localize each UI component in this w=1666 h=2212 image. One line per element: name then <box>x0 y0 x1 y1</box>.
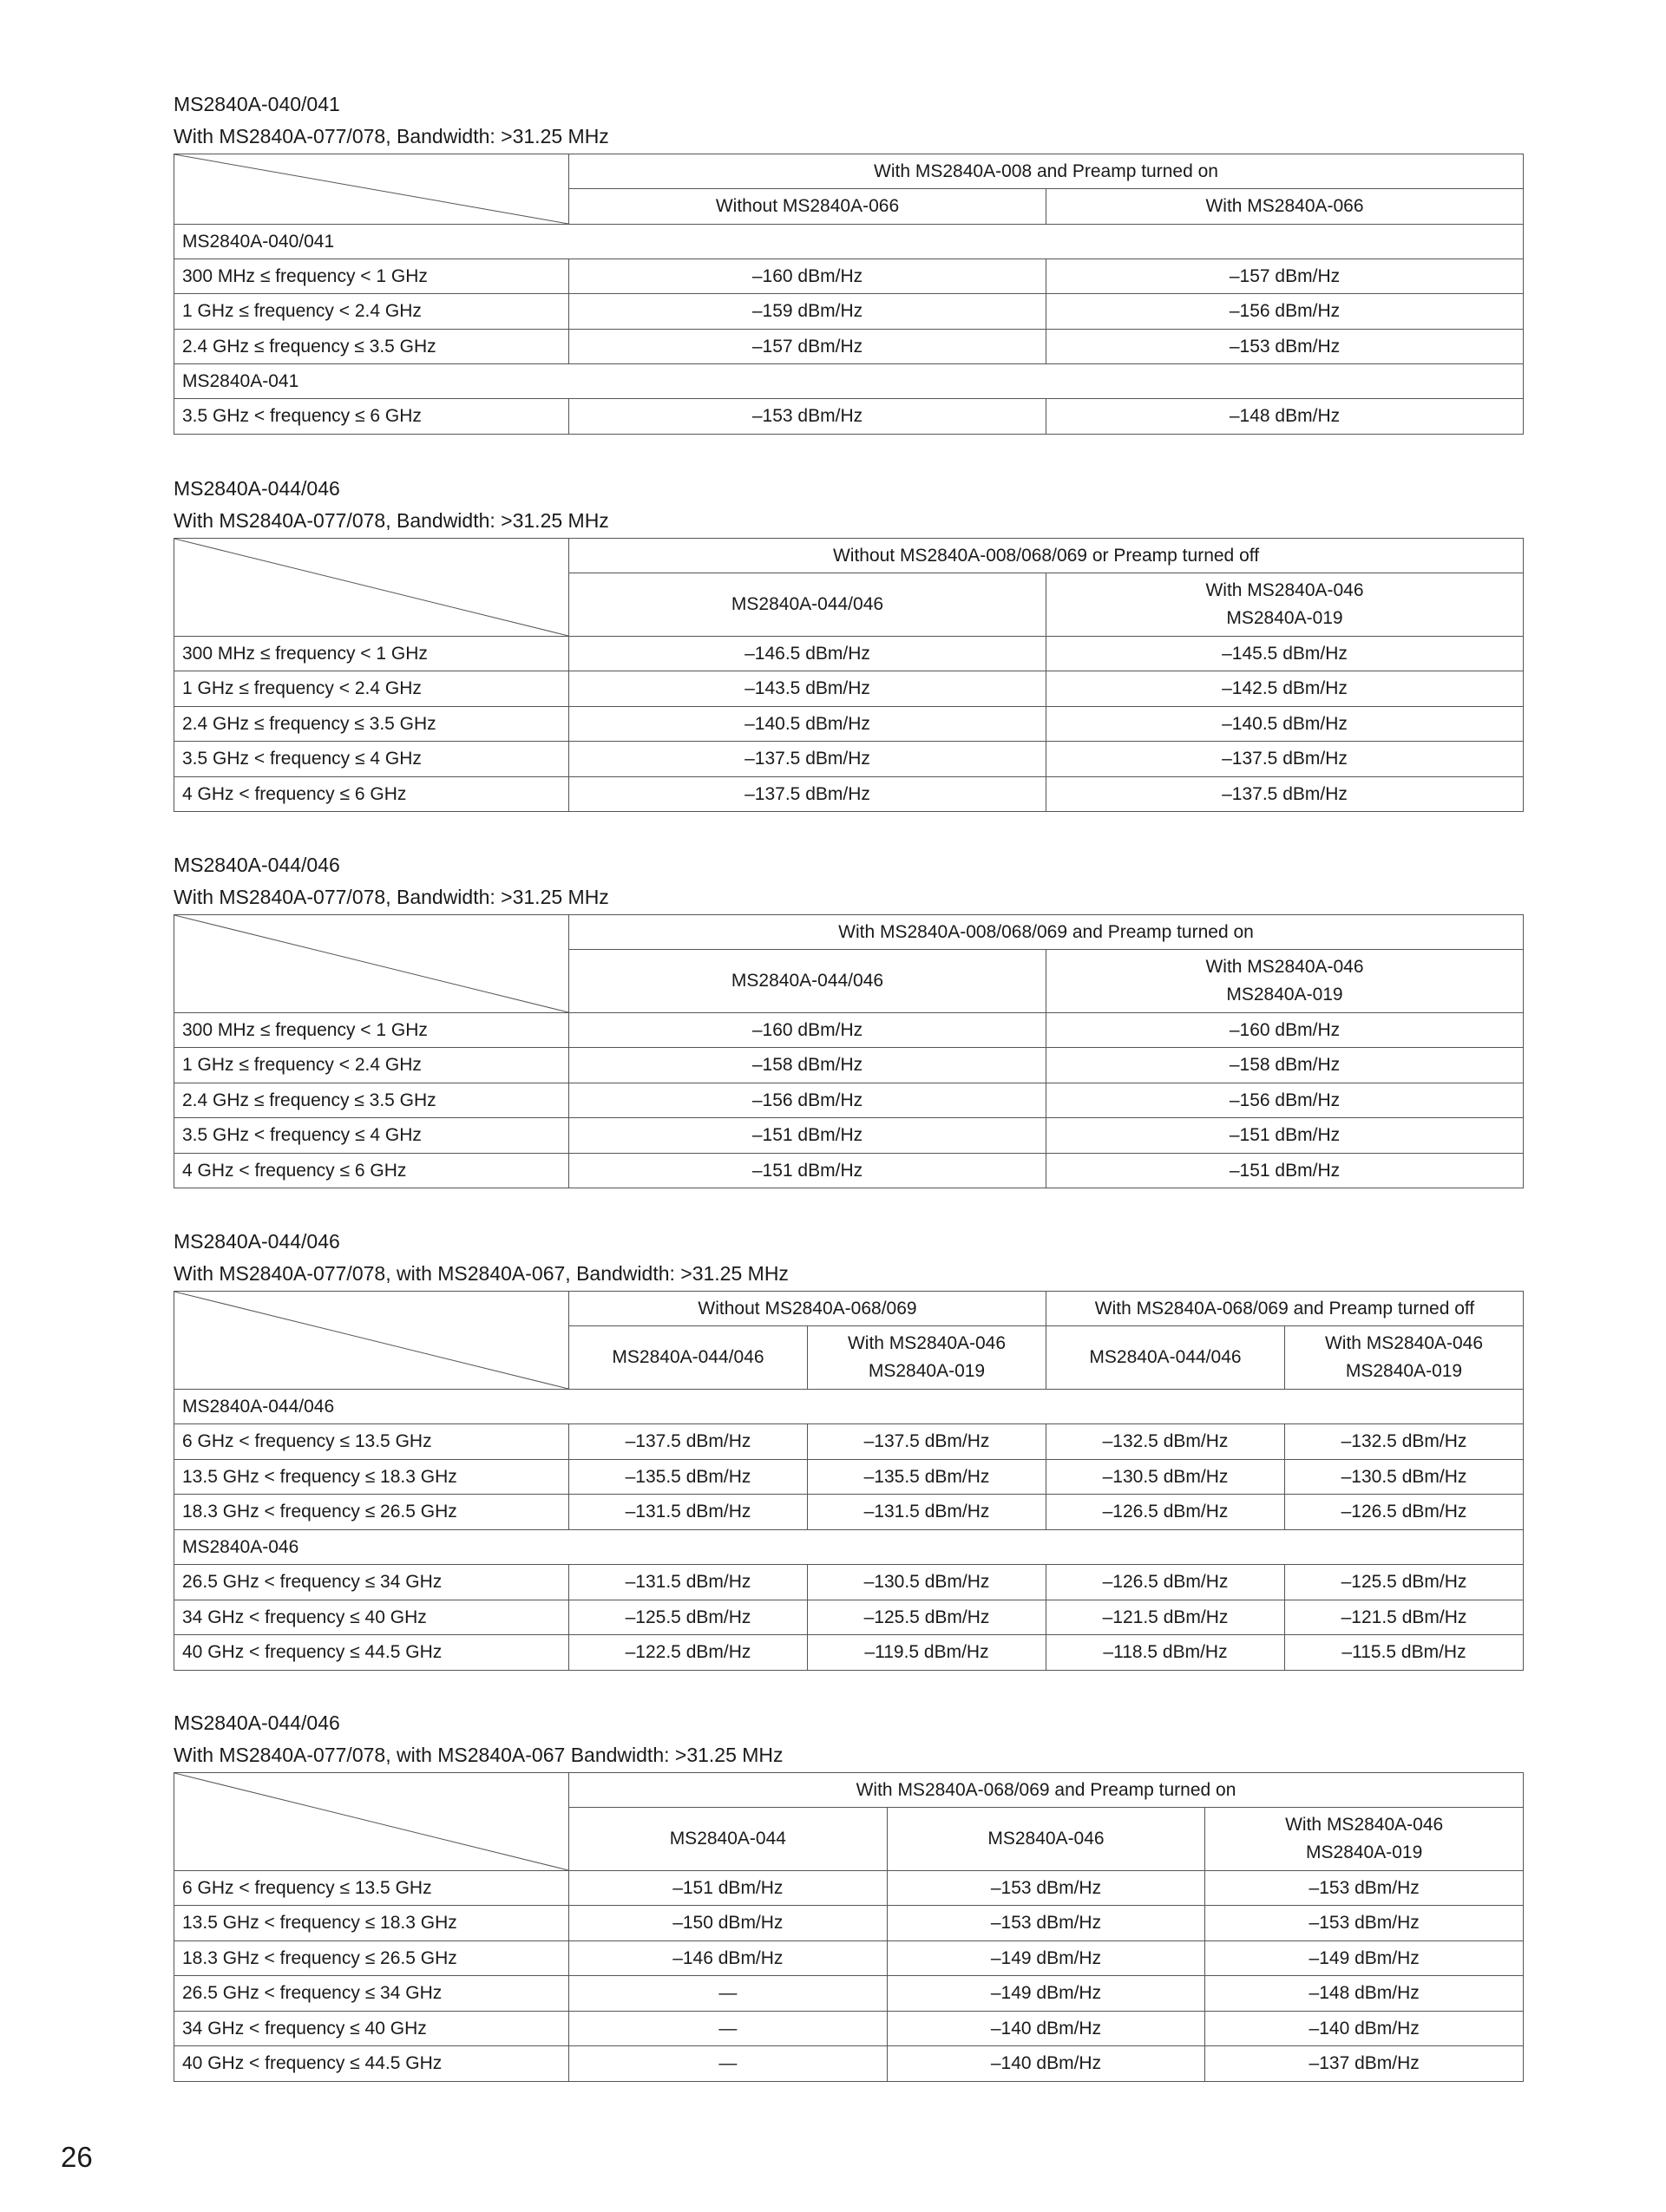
table-row <box>174 2046 1524 2082</box>
row-label: 2.4 GHz ≤ frequency ≤ 3.5 GHz <box>174 1083 569 1118</box>
table-row <box>174 707 1524 742</box>
row-label: 26.5 GHz < frequency ≤ 34 GHz <box>174 1565 569 1600</box>
cell-value: –153 dBm/Hz <box>1205 1906 1524 1941</box>
column-header: MS2840A-044/046 <box>569 1326 808 1390</box>
group-header: With MS2840A-008/068/069 and Preamp turned on <box>569 915 1524 950</box>
cell-value: –121.5 dBm/Hz <box>1285 1600 1524 1635</box>
spec-section-3 <box>174 849 1524 1188</box>
cell-value: –149 dBm/Hz <box>887 1941 1205 1976</box>
cell-value: –131.5 dBm/Hz <box>569 1565 808 1600</box>
table-row <box>174 1048 1524 1083</box>
spec-table-1 <box>174 154 1524 435</box>
cell-value: –115.5 dBm/Hz <box>1285 1635 1524 1671</box>
cell-value: –132.5 dBm/Hz <box>1285 1424 1524 1460</box>
section-subtitle: With MS2840A-077/078, Bandwidth: >31.25 MHz <box>174 509 609 532</box>
cell-value: –125.5 dBm/Hz <box>1285 1565 1524 1600</box>
row-label: 34 GHz < frequency ≤ 40 GHz <box>174 1600 569 1635</box>
section-title: MS2840A-044/046 <box>174 854 340 876</box>
spec-section-4 <box>174 1226 1524 1671</box>
cell-value: –153 dBm/Hz <box>569 399 1046 435</box>
cell-value: –151 dBm/Hz <box>569 1871 888 1906</box>
row-label: 6 GHz < frequency ≤ 13.5 GHz <box>174 1871 569 1906</box>
table-row <box>174 1154 1524 1188</box>
row-label: 2.4 GHz ≤ frequency ≤ 3.5 GHz <box>174 330 569 364</box>
section-subtitle: With MS2840A-077/078, with MS2840A-067, Bandwidth: >31.25 MHz <box>174 1262 789 1285</box>
cell-value: –130.5 dBm/Hz <box>1285 1460 1524 1495</box>
row-label: 1 GHz ≤ frequency < 2.4 GHz <box>174 671 569 707</box>
row-label: 4 GHz < frequency ≤ 6 GHz <box>174 777 569 812</box>
row-label: 300 MHz ≤ frequency < 1 GHz <box>174 1013 569 1048</box>
column-header: Without MS2840A-066 <box>569 189 1046 225</box>
table-row <box>174 742 1524 777</box>
table-row <box>174 294 1524 330</box>
group-header: Without MS2840A-068/069 <box>569 1292 1046 1326</box>
table-row <box>174 1460 1524 1495</box>
table-row <box>174 330 1524 364</box>
column-header-line: MS2840A-019 <box>1226 608 1343 628</box>
cell-value: –140.5 dBm/Hz <box>1046 707 1524 742</box>
spec-table-4 <box>174 1291 1524 1671</box>
cell-value: –125.5 dBm/Hz <box>569 1600 808 1635</box>
cell-value: –135.5 dBm/Hz <box>808 1460 1046 1495</box>
cell-value: –122.5 dBm/Hz <box>569 1635 808 1671</box>
row-label: 6 GHz < frequency ≤ 13.5 GHz <box>174 1424 569 1460</box>
row-label: 34 GHz < frequency ≤ 40 GHz <box>174 2012 569 2046</box>
section-subtitle: With MS2840A-077/078, Bandwidth: >31.25 MHz <box>174 125 609 147</box>
cell-value: –132.5 dBm/Hz <box>1046 1424 1285 1460</box>
cell-value: –118.5 dBm/Hz <box>1046 1635 1285 1671</box>
cell-value: –130.5 dBm/Hz <box>1046 1460 1285 1495</box>
column-header: MS2840A-044/046 <box>1046 1326 1285 1390</box>
table-row <box>174 2012 1524 2046</box>
column-header: With MS2840A-066 <box>1046 189 1524 225</box>
cell-value: –159 dBm/Hz <box>569 294 1046 330</box>
group-row-label: MS2840A-046 <box>174 1530 1524 1565</box>
group-header: With MS2840A-068/069 and Preamp turned off <box>1046 1292 1524 1326</box>
cell-value: –158 dBm/Hz <box>1046 1048 1524 1083</box>
table-row <box>174 259 1524 294</box>
spec-section-2 <box>174 473 1524 812</box>
row-label: 300 MHz ≤ frequency < 1 GHz <box>174 259 569 294</box>
cell-value: –153 dBm/Hz <box>887 1871 1205 1906</box>
table-row <box>174 1565 1524 1600</box>
row-label: 18.3 GHz < frequency ≤ 26.5 GHz <box>174 1495 569 1530</box>
cell-value: –130.5 dBm/Hz <box>808 1565 1046 1600</box>
cell-value: –158 dBm/Hz <box>569 1048 1046 1083</box>
section-subtitle: With MS2840A-077/078, Bandwidth: >31.25 MHz <box>174 886 609 908</box>
section-subtitle: With MS2840A-077/078, with MS2840A-067 Bandwidth: >31.25 MHz <box>174 1744 784 1766</box>
spec-section-5 <box>174 1707 1524 2082</box>
cell-value: –137.5 dBm/Hz <box>569 742 1046 777</box>
cell-value: –140 dBm/Hz <box>887 2012 1205 2046</box>
page-number: 26 <box>61 2141 93 2173</box>
cell-value: –126.5 dBm/Hz <box>1285 1495 1524 1530</box>
cell-value: –149 dBm/Hz <box>1205 1941 1524 1976</box>
column-header <box>1046 573 1524 637</box>
row-label: 40 GHz < frequency ≤ 44.5 GHz <box>174 2046 569 2082</box>
cell-value: –142.5 dBm/Hz <box>1046 671 1524 707</box>
section-title: MS2840A-044/046 <box>174 1711 340 1734</box>
table-row <box>174 1424 1524 1460</box>
diagonal-header-cell <box>174 539 569 637</box>
cell-value: –157 dBm/Hz <box>569 330 1046 364</box>
cell-value: — <box>569 2012 888 2046</box>
table-row <box>174 1083 1524 1118</box>
table-row <box>174 1976 1524 2012</box>
cell-value: –137 dBm/Hz <box>1205 2046 1524 2082</box>
section-title: MS2840A-040/041 <box>174 93 340 115</box>
cell-value: –125.5 dBm/Hz <box>808 1600 1046 1635</box>
column-header <box>1046 950 1524 1013</box>
cell-value: –153 dBm/Hz <box>887 1906 1205 1941</box>
group-row-label: MS2840A-041 <box>174 364 1524 399</box>
cell-value: –157 dBm/Hz <box>1046 259 1524 294</box>
cell-value: –149 dBm/Hz <box>887 1976 1205 2012</box>
column-header-line: MS2840A-019 <box>1306 1842 1423 1862</box>
cell-value: –143.5 dBm/Hz <box>569 671 1046 707</box>
cell-value: –153 dBm/Hz <box>1046 330 1524 364</box>
column-header-line: With MS2840A-046 <box>847 1333 1007 1353</box>
column-header: MS2840A-044/046 <box>569 573 1046 637</box>
cell-value: –150 dBm/Hz <box>569 1906 888 1941</box>
row-label: 18.3 GHz < frequency ≤ 26.5 GHz <box>174 1941 569 1976</box>
row-label: 13.5 GHz < frequency ≤ 18.3 GHz <box>174 1460 569 1495</box>
column-header-line: With MS2840A-046 <box>1285 1815 1444 1835</box>
column-header <box>1205 1808 1524 1871</box>
cell-value: — <box>569 1976 888 2012</box>
column-header-line: With MS2840A-046 <box>1324 1333 1484 1353</box>
cell-value: –137.5 dBm/Hz <box>569 1424 808 1460</box>
cell-value: –156 dBm/Hz <box>1046 294 1524 330</box>
cell-value: –121.5 dBm/Hz <box>1046 1600 1285 1635</box>
cell-value: –156 dBm/Hz <box>569 1083 1046 1118</box>
table-row <box>174 399 1524 435</box>
table-row <box>174 1635 1524 1671</box>
row-label: 4 GHz < frequency ≤ 6 GHz <box>174 1154 569 1188</box>
cell-value: –137.5 dBm/Hz <box>569 777 1046 812</box>
cell-value: –135.5 dBm/Hz <box>569 1460 808 1495</box>
diagonal-header-cell <box>174 1292 569 1390</box>
group-header: With MS2840A-008 and Preamp turned on <box>569 154 1524 189</box>
row-label: 3.5 GHz < frequency ≤ 6 GHz <box>174 399 569 435</box>
row-label: 13.5 GHz < frequency ≤ 18.3 GHz <box>174 1906 569 1941</box>
row-label: 1 GHz ≤ frequency < 2.4 GHz <box>174 1048 569 1083</box>
cell-value: –126.5 dBm/Hz <box>1046 1495 1285 1530</box>
cell-value: –151 dBm/Hz <box>569 1154 1046 1188</box>
cell-value: –119.5 dBm/Hz <box>808 1635 1046 1671</box>
cell-value: –148 dBm/Hz <box>1046 399 1524 435</box>
row-label: 3.5 GHz < frequency ≤ 4 GHz <box>174 742 569 777</box>
table-row <box>174 1871 1524 1906</box>
cell-value: –140 dBm/Hz <box>1205 2012 1524 2046</box>
cell-value: –146.5 dBm/Hz <box>569 637 1046 671</box>
row-label: 300 MHz ≤ frequency < 1 GHz <box>174 637 569 671</box>
column-header <box>808 1326 1046 1390</box>
cell-value: –151 dBm/Hz <box>1046 1154 1524 1188</box>
table-row <box>174 1495 1524 1530</box>
cell-value: –137.5 dBm/Hz <box>1046 777 1524 812</box>
cell-value: –145.5 dBm/Hz <box>1046 637 1524 671</box>
cell-value: –151 dBm/Hz <box>569 1118 1046 1154</box>
group-header: With MS2840A-068/069 and Preamp turned on <box>569 1773 1524 1808</box>
row-label: 3.5 GHz < frequency ≤ 4 GHz <box>174 1118 569 1154</box>
cell-value: –160 dBm/Hz <box>1046 1013 1524 1048</box>
table-row <box>174 1118 1524 1154</box>
table-row <box>174 637 1524 671</box>
cell-value: –140 dBm/Hz <box>887 2046 1205 2082</box>
cell-value: –153 dBm/Hz <box>1205 1871 1524 1906</box>
cell-value: –148 dBm/Hz <box>1205 1976 1524 2012</box>
group-header: Without MS2840A-008/068/069 or Preamp turned off <box>569 539 1524 573</box>
column-header: MS2840A-046 <box>887 1808 1205 1871</box>
column-header: MS2840A-044 <box>569 1808 888 1871</box>
group-row-label: MS2840A-044/046 <box>174 1390 1524 1424</box>
cell-value: –140.5 dBm/Hz <box>569 707 1046 742</box>
cell-value: –126.5 dBm/Hz <box>1046 1565 1285 1600</box>
cell-value: –146 dBm/Hz <box>569 1941 888 1976</box>
table-row <box>174 1013 1524 1048</box>
row-label: 2.4 GHz ≤ frequency ≤ 3.5 GHz <box>174 707 569 742</box>
spec-table-2 <box>174 538 1524 812</box>
cell-value: –131.5 dBm/Hz <box>569 1495 808 1530</box>
cell-value: –160 dBm/Hz <box>569 1013 1046 1048</box>
row-label: 1 GHz ≤ frequency < 2.4 GHz <box>174 294 569 330</box>
cell-value: — <box>569 2046 888 2082</box>
table-row <box>174 671 1524 707</box>
cell-value: –156 dBm/Hz <box>1046 1083 1524 1118</box>
diagonal-header-cell <box>174 1773 569 1871</box>
spec-table-3 <box>174 914 1524 1188</box>
cell-value: –160 dBm/Hz <box>569 259 1046 294</box>
section-title: MS2840A-044/046 <box>174 1230 340 1253</box>
column-header-line: With MS2840A-046 <box>1205 580 1364 600</box>
spec-section-1 <box>174 88 1524 435</box>
column-header-line: MS2840A-019 <box>1226 985 1343 1005</box>
column-header <box>1285 1326 1524 1390</box>
group-row-label: MS2840A-040/041 <box>174 225 1524 259</box>
cell-value: –137.5 dBm/Hz <box>1046 742 1524 777</box>
cell-value: –131.5 dBm/Hz <box>808 1495 1046 1530</box>
column-header: MS2840A-044/046 <box>569 950 1046 1013</box>
cell-value: –137.5 dBm/Hz <box>808 1424 1046 1460</box>
row-label: 40 GHz < frequency ≤ 44.5 GHz <box>174 1635 569 1671</box>
section-title: MS2840A-044/046 <box>174 477 340 500</box>
table-row <box>174 777 1524 812</box>
column-header-line: With MS2840A-046 <box>1205 957 1364 977</box>
diagonal-header-cell <box>174 915 569 1013</box>
spec-table-5 <box>174 1772 1524 2082</box>
table-row <box>174 1906 1524 1941</box>
table-row <box>174 1941 1524 1976</box>
table-row <box>174 1600 1524 1635</box>
cell-value: –151 dBm/Hz <box>1046 1118 1524 1154</box>
row-label: 26.5 GHz < frequency ≤ 34 GHz <box>174 1976 569 2012</box>
diagonal-header-cell <box>174 154 569 225</box>
column-header-line: MS2840A-019 <box>868 1361 986 1381</box>
column-header-line: MS2840A-019 <box>1345 1361 1463 1381</box>
